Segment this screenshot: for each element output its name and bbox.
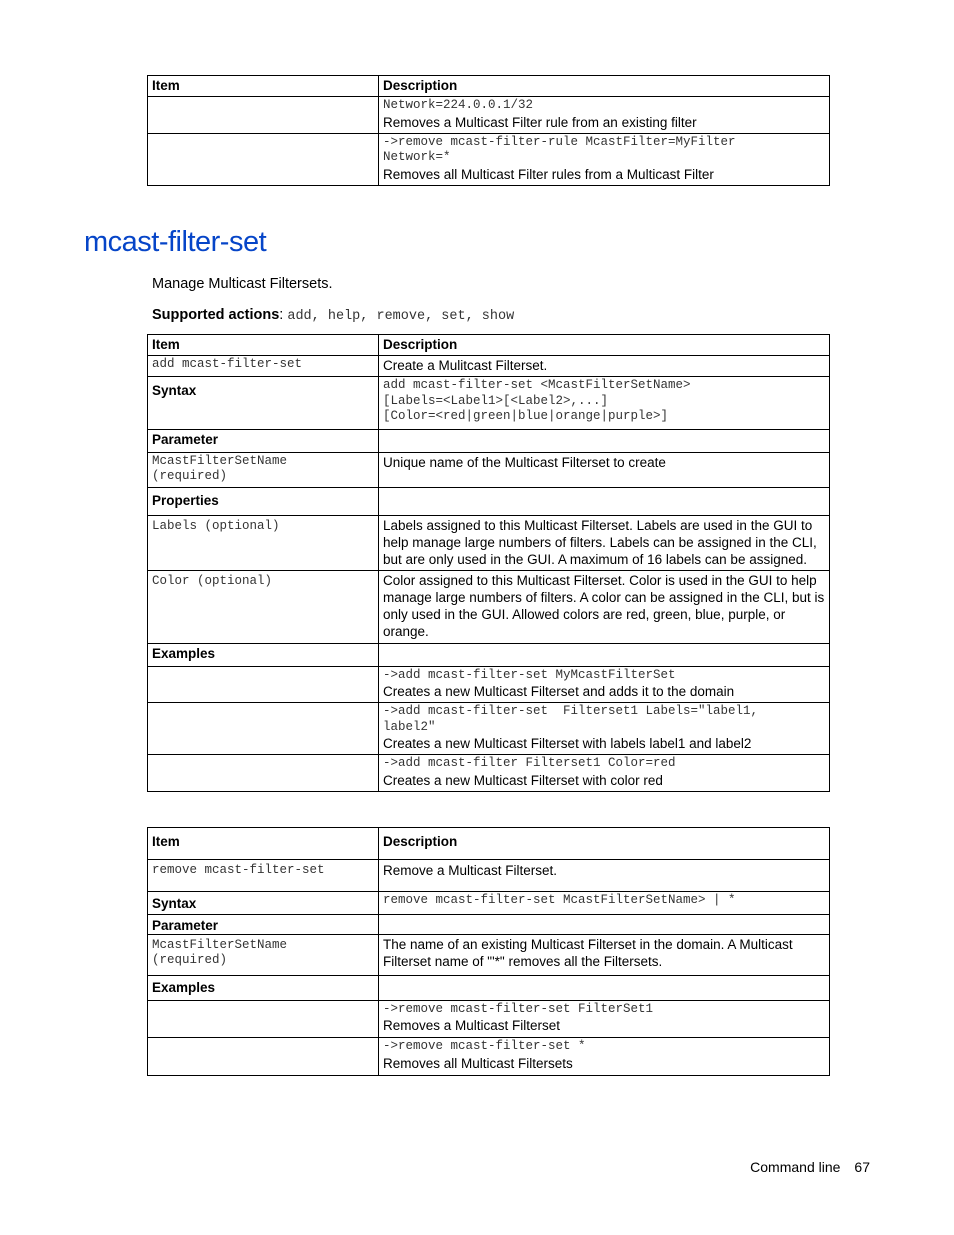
example-code: ->add mcast-filter Filterset1 Color=red	[383, 756, 676, 770]
command-name: remove mcast-filter-set	[148, 860, 379, 892]
supported-actions-label: Supported actions	[152, 307, 280, 323]
example-row	[148, 755, 830, 792]
syntax-label: Syntax	[148, 377, 379, 430]
example-text: Creates a new Multicast Filterset and adds it to the domain	[383, 684, 735, 699]
page-number: 67	[854, 1159, 870, 1175]
parameter-row	[148, 934, 830, 975]
command-row	[148, 356, 830, 377]
parameter-description: Unique name of the Multicast Filterset to create	[379, 452, 830, 487]
description-cell	[379, 97, 830, 134]
example-row	[148, 1038, 830, 1076]
property-description: Color assigned to this Multicast Filterset. Color is used in the GUI to help manage large numbers of filters. A color can be assigned in the CLI, but is only used in the GUI. Allowed colors are red, green, blue, purple, or orange.	[379, 570, 830, 643]
parameter-name: McastFilterSetName (required)	[148, 452, 379, 487]
example-row	[148, 666, 830, 703]
item-cell	[148, 97, 379, 134]
parameter-section-row	[148, 914, 830, 934]
description-cell	[379, 133, 830, 185]
header-item: Item	[148, 335, 379, 356]
example-code: ->add mcast-filter-set MyMcastFilterSet	[383, 667, 676, 682]
command-description: Create a Mulitcast Filterset.	[379, 356, 830, 377]
syntax-label: Syntax	[148, 892, 379, 915]
command-description: Remove a Multicast Filterset.	[379, 860, 830, 892]
parameter-row	[148, 452, 830, 487]
table-header-row	[148, 828, 830, 860]
examples-label: Examples	[148, 643, 379, 666]
example-text: Creates a new Multicast Filterset with labels label1 and label2	[383, 736, 752, 751]
table-remove-mcast-filter-set	[147, 827, 830, 1076]
properties-section-row	[148, 487, 830, 515]
footer-section-name: Command line	[750, 1159, 841, 1175]
examples-section-row	[148, 975, 830, 1000]
example-text: Removes a Multicast Filter rule from an existing filter	[383, 114, 697, 130]
parameter-section-row	[148, 429, 830, 452]
supported-actions-colon: :	[279, 307, 288, 323]
property-description: Labels assigned to this Multicast Filterset. Labels are used in the GUI to help manage large numbers of filters. Labels can be assigned in the CLI, but are only used in the GUI. A maximum of 16 labels can be assigned.	[379, 515, 830, 570]
properties-label: Properties	[148, 487, 379, 515]
item-cell	[148, 133, 379, 185]
header-item: Item	[148, 828, 379, 860]
table-row	[148, 133, 830, 185]
example-row	[148, 703, 830, 755]
header-item: Item	[148, 76, 379, 97]
property-row	[148, 515, 830, 570]
example-row	[148, 1000, 830, 1038]
header-description: Description	[379, 828, 830, 860]
parameter-label: Parameter	[148, 429, 379, 452]
property-name: Color (optional)	[148, 570, 379, 643]
section-intro: Manage Multicast Filtersets.	[152, 276, 333, 292]
example-code: ->remove mcast-filter-rule McastFilter=MyFilter Network=*	[383, 134, 736, 164]
header-description: Description	[379, 335, 830, 356]
table-add-mcast-filter-set	[147, 334, 830, 792]
table-header-row	[148, 335, 830, 356]
parameter-label: Parameter	[148, 914, 379, 934]
table-remove-rule-examples	[147, 75, 830, 186]
syntax-code: add mcast-filter-set <McastFilterSetName> [Labels=<Label1>[<Label2>,...] [Color=<red|green|blue|orange|purple>]	[379, 377, 830, 430]
example-code: ->remove mcast-filter-set *	[383, 1039, 586, 1053]
example-code: ->add mcast-filter-set Filterset1 Labels="label1, label2"	[383, 704, 759, 734]
supported-actions	[152, 307, 514, 325]
syntax-code: remove mcast-filter-set McastFilterSetName> | *	[379, 892, 830, 915]
page-footer	[750, 1159, 870, 1175]
property-name: Labels (optional)	[148, 515, 379, 570]
command-name: add mcast-filter-set	[148, 356, 379, 377]
example-text: Creates a new Multicast Filterset with color red	[383, 772, 663, 788]
supported-actions-list: add, help, remove, set, show	[287, 309, 515, 324]
header-description: Description	[379, 76, 830, 97]
example-text: Removes all Multicast Filtersets	[383, 1055, 573, 1071]
syntax-row	[148, 892, 830, 915]
examples-section-row	[148, 643, 830, 666]
command-row	[148, 860, 830, 892]
examples-label: Examples	[148, 975, 379, 1000]
table-row	[148, 97, 830, 134]
section-title: mcast-filter-set	[84, 226, 267, 258]
example-text: Removes a Multicast Filterset	[383, 1018, 561, 1033]
syntax-row	[148, 377, 830, 430]
parameter-description: The name of an existing Multicast Filterset in the domain. A Multicast Filterset name of "'*" removes all the Filtersets.	[379, 934, 830, 975]
example-code: ->remove mcast-filter-set FilterSet1	[383, 1001, 654, 1016]
table-header-row	[148, 76, 830, 97]
parameter-name: McastFilterSetName (required)	[148, 934, 379, 975]
property-row	[148, 570, 830, 643]
example-code: Network=224.0.0.1/32	[383, 98, 534, 112]
example-text: Removes all Multicast Filter rules from a Multicast Filter	[383, 166, 714, 182]
